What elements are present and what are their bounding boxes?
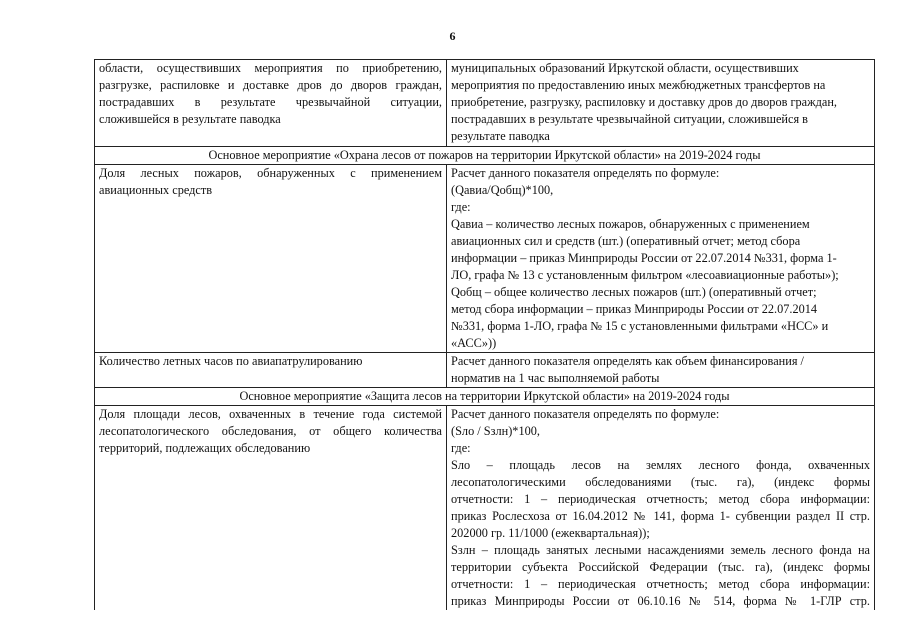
- text-line: «АСС»)): [451, 336, 497, 350]
- text-line: Расчет данного показателя определять по формуле:: [451, 407, 720, 421]
- text-line: территорий, подлежащих обследованию: [99, 441, 311, 455]
- indicator-name-cell: [95, 165, 447, 353]
- text-line: авиационных средств: [99, 183, 213, 197]
- text-line: норматив на 1 час выполняемой работы: [451, 371, 660, 385]
- text-line: приказ Рослесхоза от 16.04.2012 № 141, форма 1- субвенции раздел II стр.: [451, 509, 870, 523]
- calculation-method-cell: [447, 406, 875, 611]
- table-row: [95, 406, 875, 611]
- text-line: Расчет данного показателя определять по формуле:: [451, 166, 720, 180]
- text-line: Доля площади лесов, охваченных в течение года системой: [99, 407, 442, 421]
- indicator-name-cell: [95, 60, 447, 147]
- section-heading: Основное мероприятие «Охрана лесов от пожаров на территории Иркутской области» на 2019-2024 годы: [95, 147, 875, 165]
- text-line: Qавиа – количество лесных пожаров, обнаруженных с применением: [451, 217, 810, 231]
- text-line: Qобщ – общее количество лесных пожаров (шт.) (оперативный отчет;: [451, 285, 817, 299]
- calculation-method-cell: [447, 353, 875, 388]
- text-line: муниципальных образований Иркутской области, осуществивших: [451, 61, 799, 75]
- text-line: Sло – площадь лесов на землях лесного фонда, охваченных: [451, 458, 870, 472]
- text-line: приобретение, разгрузку, распиловку и доставку дров до дворов граждан,: [451, 95, 837, 109]
- text-line: сложившейся в результате паводка: [99, 112, 281, 126]
- indicator-name-cell: [95, 353, 447, 388]
- table-row: [95, 60, 875, 147]
- text-line: лесопатологическими обследованиями (тыс. га), (индекс формы: [451, 475, 870, 489]
- text-line: результате паводка: [451, 129, 550, 143]
- text-line: (Sло / Sзлн)*100,: [451, 424, 540, 438]
- text-line: авиационных сил и средств (шт.) (оперативный отчет; метод сбора: [451, 234, 801, 248]
- section-row: [95, 147, 875, 165]
- table-row: [95, 165, 875, 353]
- text-line: приказ Минприроды России от 06.10.16 № 514, форма № 1-ГЛР стр.: [451, 594, 870, 608]
- text-line: Количество летных часов по авиапатрулированию: [99, 354, 363, 368]
- text-line: области, осуществивших мероприятия по приобретению,: [99, 61, 442, 75]
- text-line: отчетности: 1 – периодическая отчетность; метод сбора информации:: [451, 577, 870, 591]
- section-row: [95, 388, 875, 406]
- text-line: пострадавших в результате чрезвычайной ситуации,: [99, 95, 442, 109]
- calculation-method-cell: [447, 60, 875, 147]
- indicators-table: [94, 59, 875, 610]
- text-line: метод сбора информации – приказ Минприроды России от 22.07.2014: [451, 302, 818, 316]
- text-line: Расчет данного показателя определять как объем финансирования /: [451, 354, 804, 368]
- text-line: лесопатологического обследования, от общего количества: [99, 424, 442, 438]
- text-line: территории субъекта Российской Федерации (тыс. га), (индекс формы: [451, 560, 870, 574]
- text-line: Доля лесных пожаров, обнаруженных с применением: [99, 166, 442, 180]
- text-line: (Qавиа/Qобщ)*100,: [451, 183, 554, 197]
- text-line: ЛО, графа № 13 с установленным фильтром «лесоавиационные работы»);: [451, 268, 839, 282]
- text-line: разгрузке, распиловке и доставке дров до дворов граждан,: [99, 78, 442, 92]
- text-line: пострадавших в результате чрезвычайной ситуации, сложившейся в: [451, 112, 808, 126]
- section-heading: Основное мероприятие «Защита лесов на территории Иркутской области» на 2019-2024 годы: [95, 388, 875, 406]
- text-line: 202000 гр. 11/1000 (ежеквартальная));: [451, 526, 650, 540]
- text-line: отчетности: 1 – периодическая отчетность; метод сбора информации:: [451, 492, 870, 506]
- text-line: №331, форма 1-ЛО, графа № 15 с установленными фильтрами «НСС» и: [451, 319, 829, 333]
- calculation-method-cell: [447, 165, 875, 353]
- text-line: где:: [451, 441, 471, 455]
- page-number: 6: [449, 29, 456, 43]
- text-line: информации – приказ Минприроды России от 22.07.2014 №331, форма 1-: [451, 251, 837, 265]
- text-line: где:: [451, 200, 471, 214]
- table-row: [95, 353, 875, 388]
- indicator-name-cell: [95, 406, 447, 611]
- text-line: мероприятия по предоставлению иных межбюджетных трансфертов на: [451, 78, 826, 92]
- text-line: Sзлн – площадь занятых лесными насаждениями земель лесного фонда на: [451, 543, 870, 557]
